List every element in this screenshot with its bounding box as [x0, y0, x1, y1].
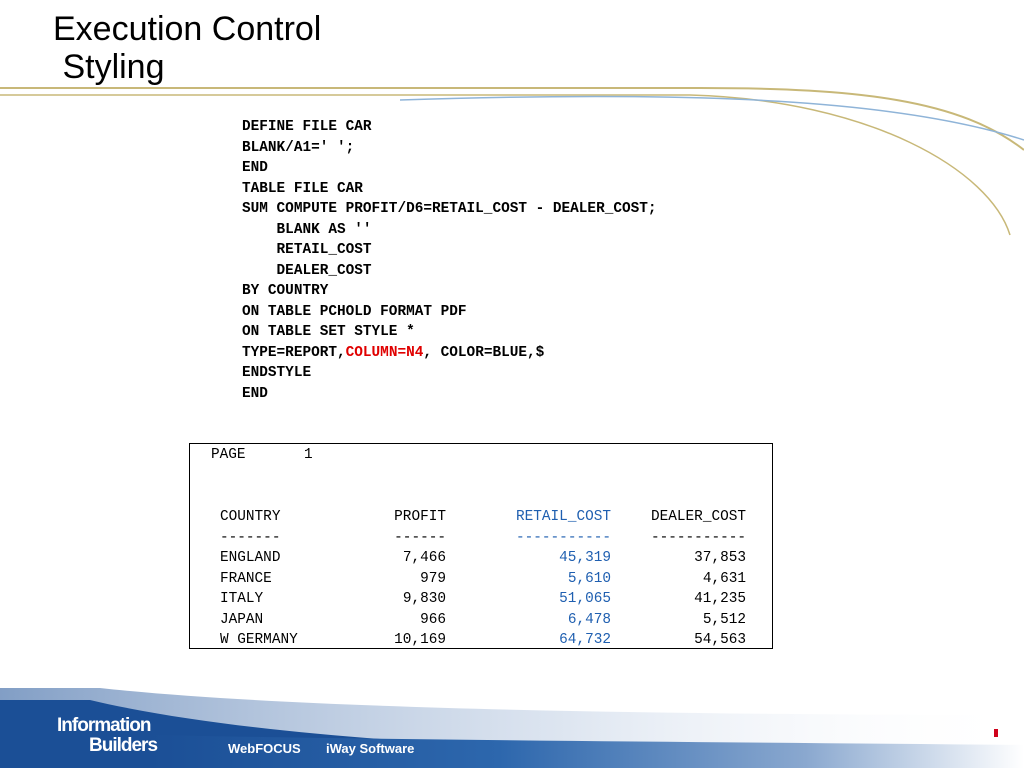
cell-retail-cost: 5,610 [567, 570, 611, 587]
cell-retail-cost: 6,478 [567, 611, 611, 628]
code-line: BY COUNTRY [242, 283, 329, 299]
underline-retail-cost: ----------- [516, 529, 611, 546]
slide-title-line1: Execution Control [53, 10, 322, 48]
cell-profit: 10,169 [394, 632, 446, 648]
page-label: PAGE [211, 447, 246, 463]
cell-country: FRANCE [220, 570, 272, 587]
code-line: ON TABLE SET STYLE * [242, 324, 415, 340]
code-line: END [242, 385, 268, 402]
column-header-profit: PROFIT [394, 509, 446, 525]
code-block [242, 117, 657, 404]
page-number: 1 [304, 447, 313, 463]
cell-dealer-cost: 41,235 [694, 591, 746, 607]
cell-dealer-cost: 5,512 [702, 611, 746, 628]
cell-dealer-cost: 54,563 [694, 632, 746, 648]
cell-profit: 979 [420, 570, 446, 587]
cell-country: ITALY [220, 591, 264, 607]
product-iway-software: iWay Software [326, 741, 415, 756]
code-style-after: , COLOR=BLUE,$ [423, 344, 545, 361]
column-header-dealer-cost: DEALER_COST [651, 509, 746, 525]
cell-retail-cost: 51,065 [559, 591, 611, 607]
red-mark-decoration [994, 729, 998, 737]
table-row [220, 569, 746, 590]
code-line: SUM COMPUTE PROFIT/D6=RETAIL_COST - DEALER_COST; [242, 201, 657, 217]
cell-profit: 966 [420, 611, 446, 628]
code-line: DEFINE FILE CAR [242, 119, 372, 135]
code-style-before: TYPE=REPORT, [242, 344, 346, 361]
cell-dealer-cost: 37,853 [694, 550, 746, 566]
code-style-line [242, 343, 657, 364]
slide-title [53, 10, 321, 86]
code-line: DEALER_COST [242, 262, 372, 279]
logo-line1: Information [57, 715, 151, 736]
logo-line2: Builders [89, 735, 158, 756]
company-logo [57, 716, 157, 756]
cell-profit: 7,466 [402, 550, 446, 566]
cell-dealer-cost: 4,631 [702, 570, 746, 587]
cell-country: ENGLAND [220, 550, 281, 566]
code-style-highlight: COLUMN=N4 [345, 344, 424, 361]
code-line: ON TABLE PCHOLD FORMAT PDF [242, 303, 467, 320]
table-row [220, 630, 746, 651]
code-line: RETAIL_COST [242, 242, 372, 258]
underline-country: ------- [220, 529, 281, 546]
table-underline-row [220, 528, 746, 549]
cell-country: JAPAN [220, 611, 264, 628]
slide-title-line2: Styling [53, 48, 165, 86]
column-header-country: COUNTRY [220, 509, 281, 525]
underline-profit: ------ [394, 529, 446, 546]
underline-dealer-cost: ----------- [651, 529, 746, 546]
cell-profit: 9,830 [402, 591, 446, 607]
cell-country: W GERMANY [220, 632, 298, 648]
cell-retail-cost: 64,732 [559, 632, 611, 648]
cell-retail-cost: 45,319 [559, 550, 611, 566]
column-header-retail-cost: RETAIL_COST [516, 509, 611, 525]
report-output [189, 443, 773, 649]
code-line: END [242, 160, 268, 176]
code-line: BLANK AS '' [242, 221, 372, 238]
product-webfocus: WebFOCUS [228, 741, 301, 756]
table-row [220, 548, 746, 569]
code-line: BLANK/A1=' '; [242, 139, 355, 156]
table-row [220, 589, 746, 610]
table-header-row [220, 507, 746, 528]
code-line: TABLE FILE CAR [242, 180, 363, 197]
table-row [220, 610, 746, 631]
code-line: ENDSTYLE [242, 365, 312, 381]
report-table [220, 507, 746, 651]
